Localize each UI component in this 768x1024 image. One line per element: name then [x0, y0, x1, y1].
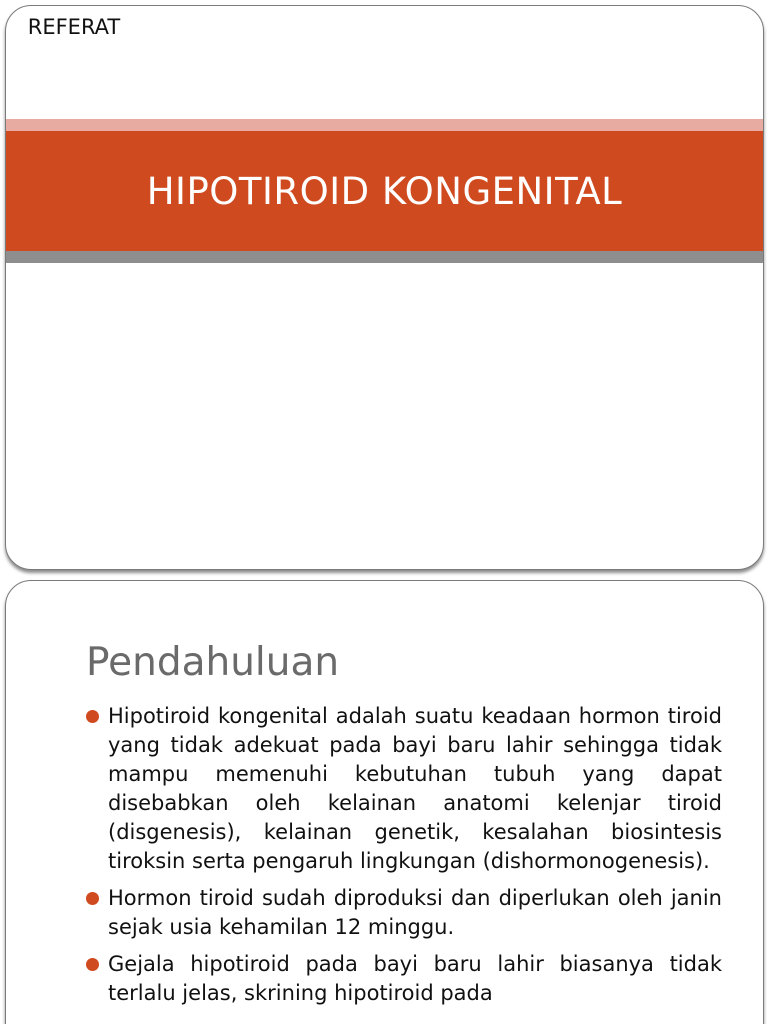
title-banner [6, 131, 763, 251]
slide-title: HIPOTIROID KONGENITAL [146, 169, 623, 213]
banner-bottom-stripe [6, 251, 763, 263]
bullet-dot-icon [86, 958, 99, 971]
bullet-text: Hormon tiroid sudah diproduksi dan diperlukan oleh janin sejak usia kehamilan 12 minggu. [108, 886, 722, 939]
bullet-item [86, 950, 722, 1008]
title-slide [5, 5, 764, 570]
bullet-text: Gejala hipotiroid pada bayi baru lahir biasanya tidak terlalu jelas, skrining hipotiroid pada [108, 952, 722, 1005]
bullet-dot-icon [86, 710, 99, 723]
bullet-list [86, 702, 722, 1016]
banner-top-stripe [6, 119, 763, 131]
content-slide [5, 580, 764, 1024]
bullet-item [86, 702, 722, 876]
bullet-text: Hipotiroid kongenital adalah suatu keadaan hormon tiroid yang tidak adekuat pada bayi baru lahir sehingga tidak mampu memenuhi kebutuhan tubuh yang dapat disebabkan oleh kelainan anatomi kelenjar tiroid (disgenesis), kelainan genetik, kesalahan biosintesis tiroksin serta pengaruh lingkungan (dishormonogenesis). [108, 704, 722, 873]
bullet-item [86, 884, 722, 942]
section-heading: Pendahuluan [86, 640, 340, 685]
bullet-dot-icon [86, 892, 99, 905]
corner-label: REFERAT [27, 15, 121, 39]
